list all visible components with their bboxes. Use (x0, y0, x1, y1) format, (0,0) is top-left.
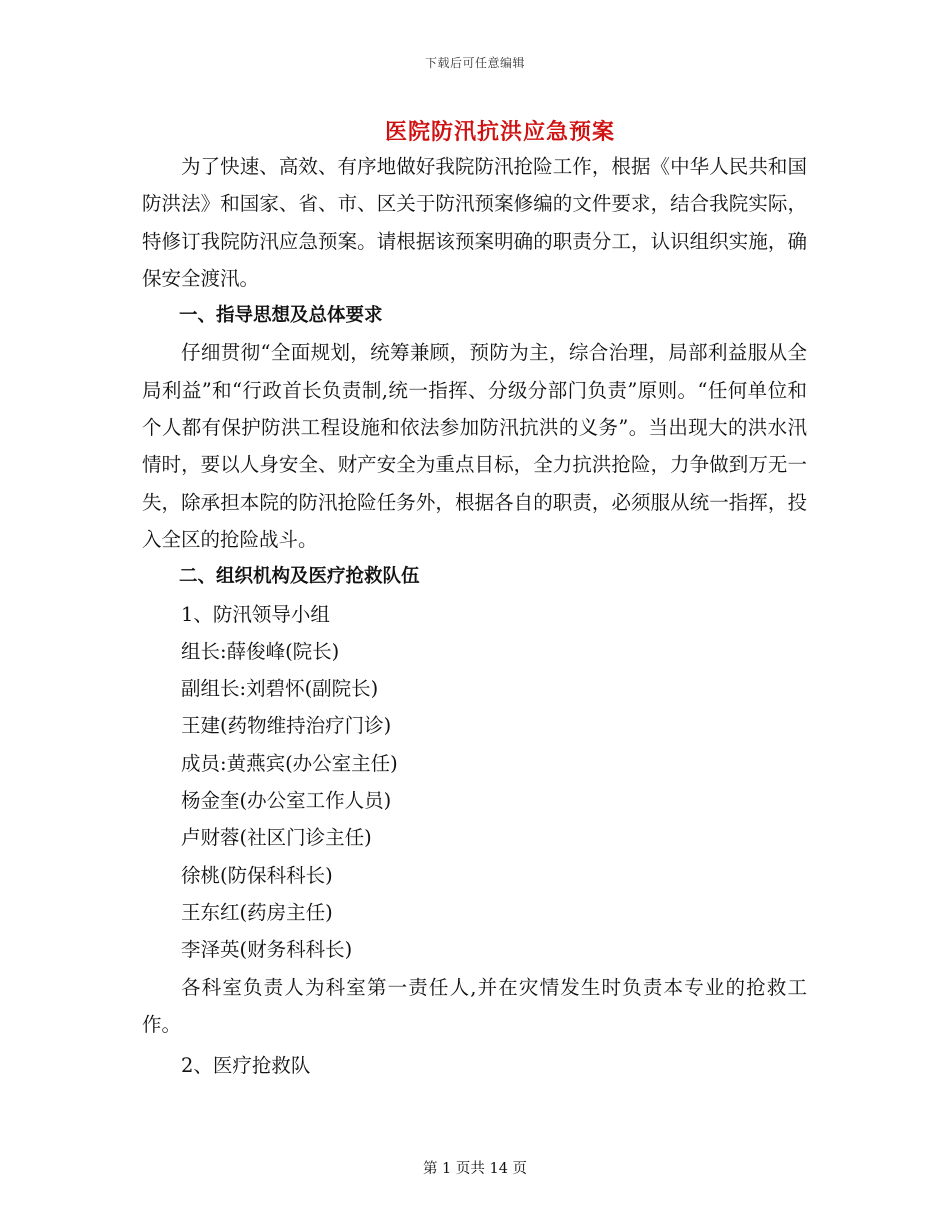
section2-heading: 二、组织机构及医疗抢救队伍 (179, 566, 420, 588)
intro-paragraph: 为了快速、高效、有序地做好我院防汛抢险工作，根据《中华人民共和国防洪法》和国家、省、市、区关于防汛预案修编的文件要求，结合我院实际，特修订我院防汛应急预案。请根据该预案明确的职责分工，认识组织实施，确保安全渡汛。 (142, 155, 807, 290)
member-line: 副组长:刘碧怀(副院长) (181, 677, 379, 701)
document-body (142, 148, 807, 1084)
member-line: 徐桃(防保科科长) (181, 863, 333, 887)
page-footer: 第 1 页共 14 页 (422, 1161, 528, 1177)
member-line: 王建(药物维持治疗门诊) (181, 714, 392, 738)
document-title: 医院防汛抗洪应急预案 (384, 119, 615, 145)
member-line: 李泽英(财务科科长) (181, 938, 353, 962)
member-line: 卢财蓉(社区门诊主任) (181, 826, 372, 850)
responsibility-paragraph: 各科室负责人为科室第一责任人,并在灾情发生时负责本专业的抢救工作。 (142, 975, 807, 1036)
header-note: 下载后可任意编辑 (424, 56, 525, 70)
section1-paragraph: 仔细贯彻“全面规划，统筹兼顾，预防为主，综合治理，局部利益服从全局利益”和“行政首长负责制,统一指挥、分级分部门负责”原则。“任何单位和个人都有保护防洪工程设施和依法参加防汛抗洪的义务”。当出现大的洪水汛情时，要以人身安全、财产安全为重点目标，全力抗洪抢险，力争做到万无一失，除承担本院的防汛抢险任务外，根据各自的职责，必须服从统一指挥，投入全区的抢险战斗。 (142, 341, 807, 551)
section1-heading: 一、指导思想及总体要求 (179, 305, 383, 327)
subsection2-heading: 2、医疗抢救队 (181, 1054, 311, 1078)
member-line: 成员:黄燕宾(办公室主任) (181, 751, 398, 775)
subsection1-heading: 1、防汛领导小组 (181, 602, 330, 626)
member-line: 杨金奎(办公室工作人员) (181, 789, 392, 813)
member-line: 王东红(药房主任) (181, 900, 333, 924)
member-line: 组长:薛俊峰(院长) (181, 639, 340, 663)
